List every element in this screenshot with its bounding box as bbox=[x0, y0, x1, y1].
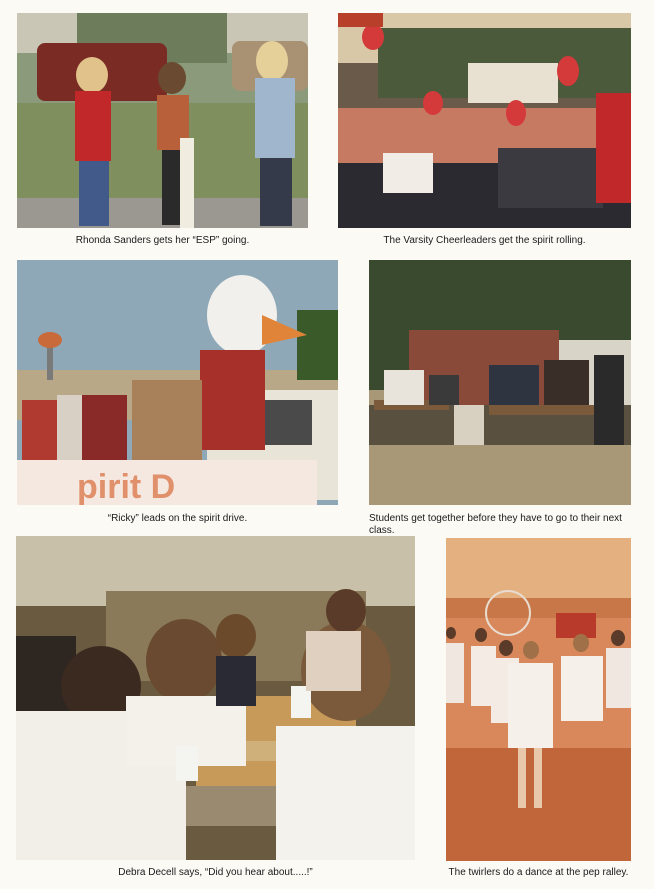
caption-cheerleaders: The Varsity Cheerleaders get the spirit rolling. bbox=[383, 235, 586, 246]
caption-rhonda: Rhonda Sanders gets her “ESP” going. bbox=[75, 235, 250, 246]
caption-twirlers: The twirlers do a dance at the pep ralley. bbox=[448, 867, 629, 878]
photo-ricky-mascot bbox=[17, 260, 338, 505]
photo-cheerleaders bbox=[338, 13, 631, 228]
caption-debra: Debra Decell says, “Did you hear about.....!” bbox=[118, 867, 313, 878]
photo-twirlers bbox=[446, 538, 631, 861]
svg-text:pirit D: pirit D bbox=[77, 468, 176, 505]
photo-debra-cafeteria bbox=[16, 536, 415, 860]
photo-students-outside bbox=[369, 260, 631, 505]
photo-rhonda-walking bbox=[17, 13, 308, 228]
caption-ricky: “Ricky” leads on the spirit drive. bbox=[107, 513, 248, 524]
caption-students: Students get together before they have to go to their next class. bbox=[369, 513, 622, 536]
